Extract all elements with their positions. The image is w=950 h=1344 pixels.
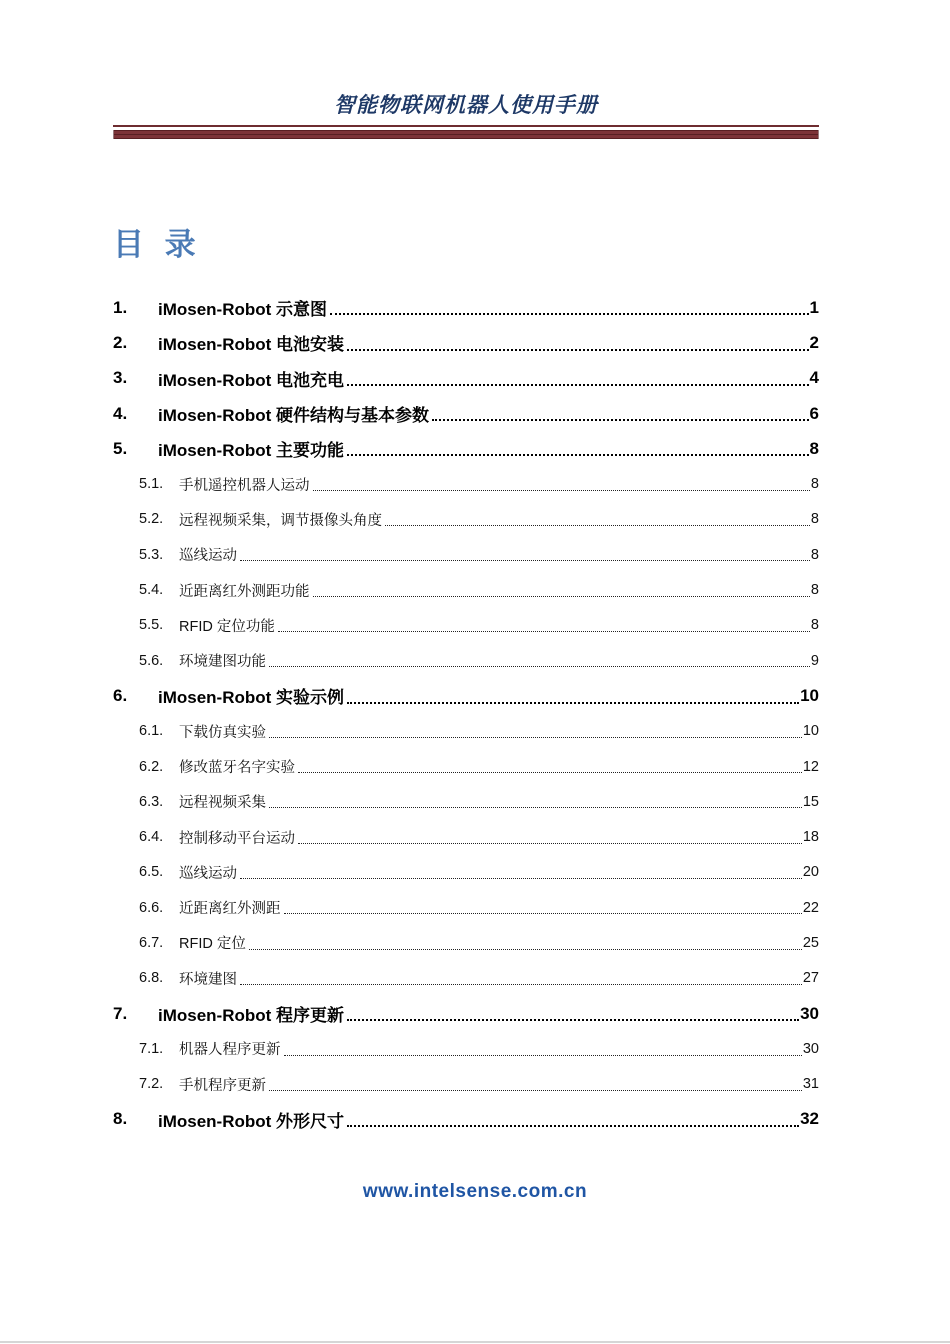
toc-entry-page: 32 — [800, 1109, 819, 1129]
toc-leader-dots — [344, 431, 809, 466]
toc-entry-number: 6. — [113, 685, 128, 705]
toc-entry-title: iMosen-Robot 示意图 — [158, 300, 328, 320]
toc-leader-dots — [281, 890, 803, 925]
toc-entry-page: 18 — [802, 829, 819, 846]
toc-entry-page: 10 — [802, 723, 819, 740]
toc-leader-dots — [344, 361, 809, 396]
toc-leader-dots — [266, 784, 803, 819]
toc-entry-title: iMosen-Robot 实验示例 — [158, 688, 345, 708]
toc-entry[interactable] — [113, 890, 819, 925]
toc-entry-page: 31 — [802, 1076, 819, 1093]
toc-list — [113, 290, 819, 1137]
footer-website-link[interactable]: www.intelsense.com.cn — [362, 1181, 588, 1202]
toc-entry-number: 6.1. — [139, 723, 164, 740]
toc-entry-page: 1 — [809, 297, 819, 317]
toc-entry[interactable] — [113, 325, 819, 360]
toc-entry-title: 手机程序更新 — [179, 1077, 266, 1094]
toc-entry[interactable] — [113, 396, 819, 431]
toc-leader-dots — [246, 925, 803, 960]
toc-leader-dots — [327, 290, 809, 325]
toc-entry-title: RFID 定位功能 — [179, 618, 275, 635]
toc-leader-dots — [237, 537, 811, 572]
toc-entry-page: 8 — [810, 617, 819, 634]
document-title: 智能物联网机器人使用手册 — [334, 94, 598, 117]
toc-leader-dots — [237, 855, 803, 890]
toc-entry-page: 27 — [802, 970, 819, 987]
toc-entry-title: 环境建图 — [179, 971, 237, 988]
toc-entry-number: 3. — [113, 368, 128, 388]
table-of-contents — [113, 222, 819, 1137]
toc-entry-page: 15 — [802, 793, 819, 810]
toc-leader-dots — [266, 714, 803, 749]
toc-entry[interactable] — [113, 961, 819, 996]
toc-entry[interactable] — [113, 1067, 819, 1102]
toc-leader-dots — [266, 1067, 803, 1102]
toc-entry-number: 6.6. — [139, 899, 164, 916]
toc-entry-page: 8 — [810, 511, 819, 528]
toc-leader-dots — [237, 961, 803, 996]
toc-entry-page: 12 — [802, 758, 819, 775]
toc-entry[interactable] — [113, 678, 819, 713]
toc-leader-dots — [295, 819, 803, 854]
toc-entry[interactable] — [113, 502, 819, 537]
toc-leader-dots — [344, 1102, 800, 1137]
toc-entry[interactable] — [113, 749, 819, 784]
toc-entry[interactable] — [113, 361, 819, 396]
toc-entry[interactable] — [113, 1102, 819, 1137]
toc-leader-dots — [295, 749, 803, 784]
toc-entry-page: 8 — [809, 438, 819, 458]
toc-entry[interactable] — [113, 572, 819, 607]
toc-entry-number: 7.2. — [139, 1076, 164, 1093]
toc-entry-number: 5.3. — [139, 546, 164, 563]
toc-entry-number: 6.5. — [139, 864, 164, 881]
header-rule-thick-bar — [113, 130, 819, 139]
toc-entry-title: iMosen-Robot 外形尺寸 — [158, 1111, 345, 1131]
toc-entry-number: 5.2. — [139, 511, 164, 528]
toc-entry-page: 8 — [810, 582, 819, 599]
toc-entry-page: 8 — [810, 546, 819, 563]
toc-entry-number: 6.8. — [139, 970, 164, 987]
toc-heading: 目 录 — [113, 227, 202, 262]
toc-entry-title: RFID 定位 — [179, 936, 246, 953]
toc-entry-page: 9 — [810, 652, 819, 669]
toc-leader-dots — [275, 608, 811, 643]
header-rule — [113, 125, 819, 139]
toc-entry[interactable] — [113, 819, 819, 854]
toc-leader-dots — [344, 325, 809, 360]
toc-entry[interactable] — [113, 925, 819, 960]
toc-entry[interactable] — [113, 714, 819, 749]
toc-entry-number: 6.2. — [139, 758, 164, 775]
toc-entry-number: 4. — [113, 403, 128, 423]
page-footer — [0, 1181, 950, 1203]
toc-entry-title: iMosen-Robot 电池充电 — [158, 370, 345, 390]
toc-leader-dots — [382, 502, 811, 537]
toc-entry-title: iMosen-Robot 硬件结构与基本参数 — [158, 406, 430, 426]
toc-entry-title: iMosen-Robot 主要功能 — [158, 441, 345, 461]
toc-entry-number: 6.7. — [139, 934, 164, 951]
toc-entry[interactable] — [113, 431, 819, 466]
toc-entry-title: 远程视频采集，调节摄像头角度 — [179, 512, 382, 529]
toc-entry[interactable] — [113, 466, 819, 501]
toc-entry-number: 8. — [113, 1109, 128, 1129]
toc-entry-number: 7.1. — [139, 1040, 164, 1057]
toc-entry[interactable] — [113, 608, 819, 643]
toc-entry-number: 6.4. — [139, 829, 164, 846]
toc-entry-title: 修改蓝牙名字实验 — [179, 760, 295, 776]
toc-leader-dots — [266, 643, 811, 678]
toc-entry-number: 5.5. — [139, 617, 164, 634]
toc-entry-number: 6.3. — [139, 793, 164, 810]
toc-entry-page: 4 — [809, 368, 819, 388]
toc-entry-page: 2 — [809, 332, 819, 352]
toc-entry[interactable] — [113, 1031, 819, 1066]
toc-leader-dots — [344, 678, 800, 713]
toc-entry-page: 30 — [800, 1003, 819, 1023]
toc-entry[interactable] — [113, 643, 819, 678]
toc-leader-dots — [429, 396, 809, 431]
toc-entry[interactable] — [113, 855, 819, 890]
toc-entry-number: 5.4. — [139, 582, 164, 599]
toc-entry-title: 下载仿真实验 — [179, 724, 266, 741]
toc-entry[interactable] — [113, 537, 819, 572]
toc-entry-number: 7. — [113, 1003, 128, 1023]
toc-entry-page: 22 — [802, 899, 819, 916]
toc-entry-number: 5. — [113, 438, 128, 458]
toc-entry-title: 控制移动平台运动 — [179, 830, 295, 847]
toc-entry-title: 近距离红外测距功能 — [179, 583, 310, 600]
toc-entry-title: 环境建图功能 — [179, 654, 266, 671]
toc-leader-dots — [281, 1031, 803, 1066]
toc-entry[interactable] — [113, 784, 819, 819]
toc-entry-number: 1. — [113, 297, 128, 317]
toc-entry-title: 近距离红外测距 — [179, 901, 281, 918]
toc-leader-dots — [310, 466, 811, 501]
toc-entry-page: 20 — [802, 864, 819, 881]
toc-leader-dots — [310, 572, 811, 607]
toc-entry-title: iMosen-Robot 程序更新 — [158, 1006, 345, 1026]
toc-entry-page: 10 — [800, 685, 819, 705]
toc-entry[interactable] — [113, 290, 819, 325]
page-bottom-edge — [0, 1341, 950, 1343]
toc-entry-title: 远程视频采集 — [179, 795, 266, 812]
toc-entry-number: 5.6. — [139, 652, 164, 669]
toc-entry[interactable] — [113, 996, 819, 1031]
toc-entry-title: 手机遥控机器人运动 — [179, 477, 310, 494]
toc-entry-title: iMosen-Robot 电池安装 — [158, 335, 345, 355]
page-header — [113, 0, 819, 139]
toc-entry-number: 5.1. — [139, 476, 164, 493]
toc-leader-dots — [344, 996, 800, 1031]
toc-entry-page: 30 — [802, 1040, 819, 1057]
toc-entry-title: 巡线运动 — [179, 548, 237, 565]
toc-entry-page: 8 — [810, 476, 819, 493]
toc-entry-number: 2. — [113, 332, 128, 352]
toc-entry-page: 25 — [802, 934, 819, 951]
toc-entry-title: 巡线运动 — [179, 865, 237, 882]
toc-entry-title: 机器人程序更新 — [179, 1042, 281, 1059]
toc-entry-page: 6 — [809, 403, 819, 423]
